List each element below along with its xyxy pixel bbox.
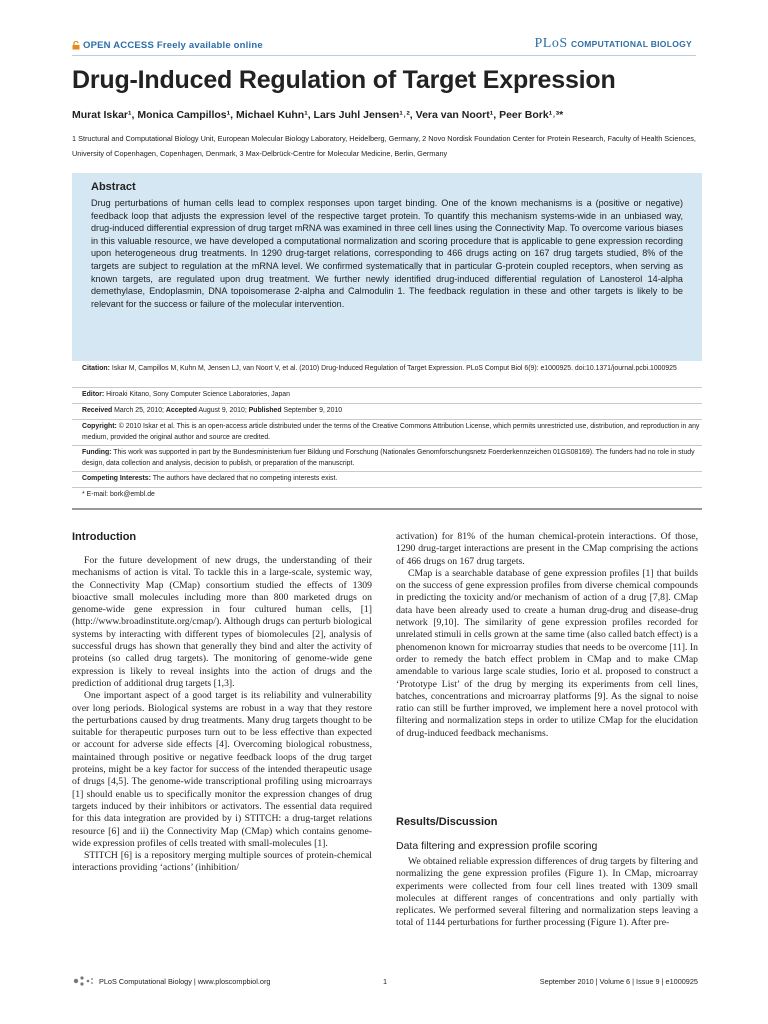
editor-label: Editor: (82, 391, 105, 398)
intro-paragraph-2: One important aspect of a good target is its reliability and vulnerability over long periods. Biological systems are robust in a way that they restore the perturbations caused by drug treatments. Many drug targets thought to be suitable for therapeutic purposes turn out to be less effective than expected or account for adverse side effects [4]. Overcoming biological robustness, maintained through positive or negative feedback loops of the drug target proteins, might be a key factor for success of the intended therapeutic usage of drugs [4,5]. The genome-wide transcriptional profiling using microarrays [1] should enable us to specifically monitor the expression changes of drug targets induced by their inhibitors or activators. The essential data required for this data integration are provided by i) STITCH: a drug-target relations resource [6] and ii) the Connectivity Map (CMap) which contains genome-wide expression profiles of cells treated with small-molecules [1]. (72, 690, 372, 849)
abstract-text: Drug perturbations of human cells lead to complex responses upon target binding. One of the known mechanisms is a (positive or negative) feedback loop that adjusts the expression level of the respective target protein. To quantify this mechanism systems-wide in an unbiased way, drug-induced differential expression of drug target mRNA was examined in three cell lines using the Connectivity Map. To overcome various biases in this valuable resource, we have developed a computational normalization and scoring procedure that is applicable to gene expression recording upon heterogeneous drug treatments. In 1290 drug-target relations, corresponding to 466 drugs acting on 167 drug targets studied, 8% of the targets are subject to regulation at the mRNA level. We confirmed systematically that in particular G-protein coupled receptors, when serving as known targets, are regulated upon drug treatment. We further newly identified drug-induced differential regulation of Lanosterol 14-alpha demethylase, Endoplasmin, DNA topoisomerase 2-alpha and Calmodulin 1. The feedback regulation in these and other targets is likely to be relevant for the success or failure of the molecular intervention. (91, 198, 683, 309)
meta-divider (72, 403, 702, 404)
right-column (396, 531, 698, 740)
meta-divider (72, 471, 702, 472)
meta-divider (72, 419, 702, 420)
journal-logo (534, 36, 692, 52)
affiliations: 1 Structural and Computational Biology Unit, European Molecular Biology Laboratory, Heidelberg, Germany, 2 Novo Nordisk Foundation Center for Protein Research, Faculty of Health Sciences, University of Copenhagen, Copenhagen, Denmark, 3 Max-Delbrück-Centre for Molecular Medicine, Berlin, Germany (72, 134, 696, 158)
editor-text: Hiroaki Kitano, Sony Computer Science Laboratories, Japan (104, 391, 290, 398)
published-text: September 9, 2010 (281, 407, 343, 414)
results-text (396, 856, 698, 930)
introduction-heading: Introduction (72, 531, 137, 543)
copyright-label: Copyright: (82, 423, 117, 430)
page-number: 1 (383, 977, 388, 986)
funding (82, 448, 700, 469)
funding-text: This work was supported in part by the Bundesministerium fuer Bildung und Forschung (Nationales Genomforschungsnetz Foerderkennzeichen 01GS08169). The funders had no role in study design, data collection and analysis, decision to publish, or preparation of the manuscript. (82, 449, 695, 467)
footer-issue: September 2010 | Volume 6 | Issue 9 | e1000925 (539, 977, 698, 986)
meta-divider (72, 445, 702, 446)
results-paragraph-1: We obtained reliable expression differences of drug targets by filtering and normalizing the gene expression profiles (Figure 1). In CMap, microarray experiments were collected from four cell lines treated with 1309 small molecules at different ranges of concentrations and only partially with replicates. We performed several filtering and normalization steps leaving a total of 1144 perturbations for further processing (Figure 1). After pre- (396, 856, 698, 929)
copyright (82, 422, 700, 443)
author-list: Murat Iskar¹, Monica Campillos¹, Michael Kuhn¹, Lars Juhl Jensen¹˒², Vera van Noort¹, Peer Bork¹˒³* (72, 109, 564, 121)
copyright-text: © 2010 Iskar et al. This is an open-access article distributed under the terms of the Creative Commons Attribution License, which permits unrestricted use, distribution, and reproduction in any medium, provided the original author and source are credited. (82, 423, 700, 441)
plos-logo-icon (72, 974, 94, 988)
open-lock-icon (72, 41, 80, 50)
open-access-text: OPEN ACCESS Freely available online (83, 40, 263, 51)
data-filtering-subheading: Data filtering and expression profile scoring (396, 840, 598, 852)
right-paragraph-2: CMap is a searchable database of gene expression profiles [1] that builds on the success of gene expression profiles from diverse chemical compounds in predicting the toxicity and/or mechanism of action of a drug [7,8]. CMap data have been already used to create a human drug-drug and disease-drug network [9,10]. The similarity of gene expression profiles recorded for unrelated stimuli in cells grown at the same time (also called batch effect) is a phenomenon known for microarray studies that needs to be overcome [11]. In order to remedy the batch effect problem in CMap and to make CMap amendable to various large scale studies, Iorio et al. proposed to construct a ‘Prototype List’ of the drug by merging its experiments from cell lines, batches, concentrations and microarray platforms [9]. As the signal to noise ratio can still be further improved, we implement here a novel protocol with filtering and normalization steps in order to utilize CMap for the elucidation of drug-induced feedback mechanisms. (396, 567, 698, 739)
section-divider (72, 508, 702, 510)
abstract-heading: Abstract (91, 181, 136, 193)
dates (82, 406, 700, 417)
published-label: Published (248, 407, 282, 414)
received-label: Received (82, 407, 113, 414)
left-column (72, 555, 372, 875)
editor (82, 390, 700, 401)
results-heading: Results/Discussion (396, 816, 498, 828)
meta-divider (72, 387, 702, 388)
journal-plos: PLoS (534, 36, 568, 51)
header-divider (72, 55, 696, 56)
citation-label: Citation: (82, 365, 110, 372)
competing-text: The authors have declared that no competing interests exist. (150, 475, 338, 482)
intro-paragraph-1: For the future development of new drugs, the understanding of their mechanisms of action is vital. To tackle this in a large-scale, systemic way, the Connectivity Map (CMap) consortium studied the effects of 1309 bioactive small molecules including more than 800 marketed drugs on genome-wide gene expression in four cultured human cells, [1] (http://www.broadinstitute.org/cmap/). Although drugs can perturb biological systems by interacting with different types of biomolecules [2], analysis of successful drugs has shown that generally they bind and alter the activity of proteins (so called drug targets). The monitoring of genome-wide gene expression is likely to reveal insights into the action of drugs and the prediction of additional drug targets [1,3]. (72, 555, 372, 689)
competing-interests (82, 474, 700, 485)
funding-label: Funding: (82, 449, 112, 456)
competing-label: Competing Interests: (82, 475, 151, 482)
open-access-banner (72, 40, 263, 51)
received-text: March 25, 2010; (112, 407, 166, 414)
citation (82, 364, 700, 375)
abstract-box (72, 173, 702, 361)
accepted-label: Accepted (165, 407, 197, 414)
accepted-text: August 9, 2010; (196, 407, 249, 414)
footer-journal: PLoS Computational Biology | www.ploscompbiol.org (99, 977, 271, 986)
meta-divider (72, 487, 702, 488)
citation-text: Iskar M, Campillos M, Kuhn M, Jensen LJ, van Noort V, et al. (2010) Drug-Induced Regulation of Target Expression. PLoS Comput Biol 6(9): e1000925. doi:10.1371/journal.pcbi.1000925 (109, 365, 677, 372)
journal-name: COMPUTATIONAL BIOLOGY (570, 39, 692, 49)
intro-paragraph-3: STITCH [6] is a repository merging multiple sources of protein-chemical interactions providing ‘actions’ (inhibition/ (72, 850, 372, 874)
email: * E-mail: bork@embl.de (82, 491, 155, 498)
article-title: Drug-Induced Regulation of Target Expression (72, 66, 616, 94)
right-paragraph-1: activation) for 81% of the human chemical-protein interactions. Of those, 1290 drug-target interactions are present in the CMap comprising the actions of 466 drugs on 167 drug targets. (396, 531, 698, 567)
